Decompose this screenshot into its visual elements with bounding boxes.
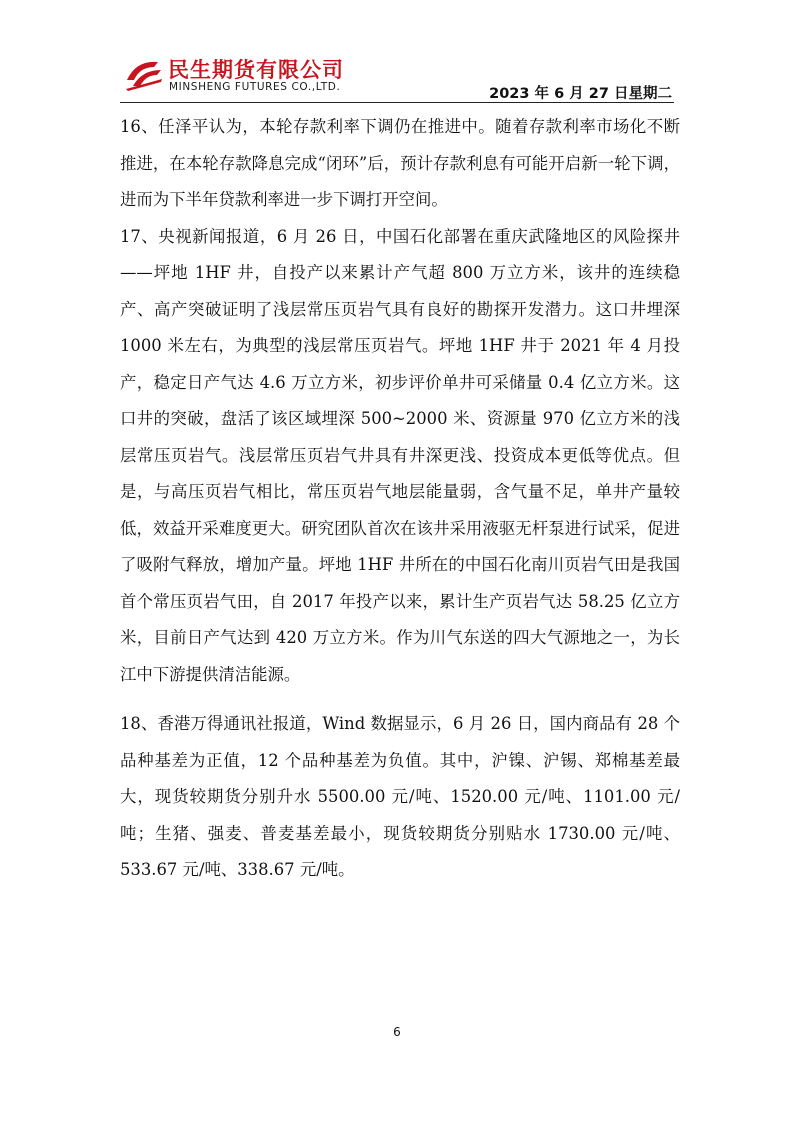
main-content (120, 109, 680, 889)
news-item-17: 17、央视新闻报道，6 月 26 日，中国石化部署在重庆武隆地区的风险探井——坪地 1HF 井，自投产以来累计产气超 800 万立方米，该井的连续稳产、高产突破证明了浅层常压页岩气具有良好的勘探开发潜力。这口井埋深 1000 米左右，为典型的浅层常压页岩气。坪地 1HF 井于 2021 年 4 月投产，稳定日产气达 4.6 万立方米，初步评价单井可采储量 0.4 亿立方米。这口井的突破，盘活了该区域埋深 500~2000 米、资源量 970 亿立方米的浅层常压页岩气。浅层常压页岩气井具有井深更浅、投资成本更低等优点。但是，与高压页岩气相比，常压页岩气地层能量弱，含气量不足，单井产量较低，效益开采难度更大。研究团队首次在该井采用液驱无杆泵进行试采，促进了吸附气释放，增加产量。坪地 1HF 井所在的中国石化南川页岩气田是我国首个常压页岩气田，自 2017 年投产以来，累计生产页岩气达 58.25 亿立方米，目前日产气达到 420 万立方米。作为川气东送的四大气源地之一，为长江中下游提供清洁能源。 (120, 226, 680, 684)
company-logo (120, 52, 380, 102)
page-header (120, 52, 674, 104)
report-date: 2023 年 6 月 27 日星期二 (489, 86, 672, 102)
news-item-16: 16、任泽平认为，本轮存款利率下调仍在推进中。随着存款利率市场化不断推进，在本轮存款降息完成“闭环”后，预计存款利息有可能开启新一轮下调，进而为下半年贷款利率进一步下调打开空间。 (120, 117, 680, 209)
news-item-18: 18、香港万得通讯社报道，Wind 数据显示，6 月 26 日，国内商品有 28 个品种基差为正值，12 个品种基差为负值。其中，沪镍、沪锡、郑棉基差最大，现货较期货分别升水 5500.00 元/吨、1520.00 元/吨、1101.00 元/吨；生猪、强麦、普麦基差最小，现货较期货分别贴水 1730.00 元/吨、533.67 元/吨、338.67 元/吨。 (120, 714, 680, 879)
header-divider (120, 102, 674, 103)
company-name-cn: 民生期货有限公司 (168, 58, 344, 82)
company-name-en: MINSHENG FUTURES CO.,LTD. (169, 81, 341, 93)
minsheng-logo-icon (124, 56, 164, 92)
page-number: 6 (393, 1025, 401, 1039)
